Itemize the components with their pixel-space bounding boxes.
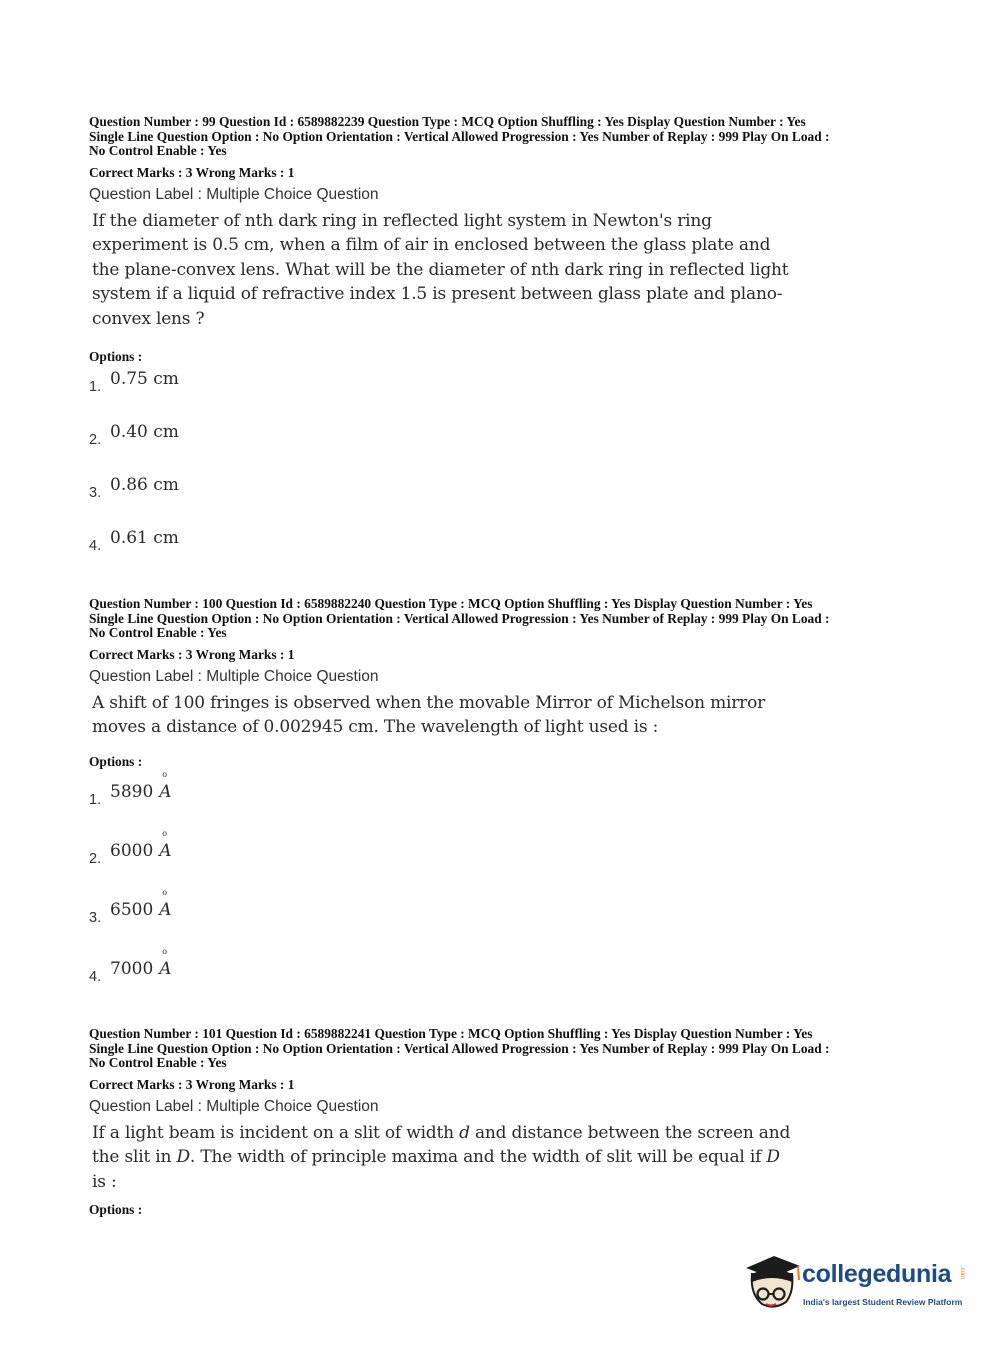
option-number: 2. [89, 850, 102, 867]
option-value: 0.75 cm [110, 369, 179, 390]
option-number: 3. [89, 485, 102, 502]
variable-D: D [176, 1147, 190, 1168]
question-meta-line: No Control Enable : Yes [89, 143, 227, 159]
option-value: 6500 [110, 899, 154, 920]
question-text-part: and distance between the screen and the slit in [92, 1122, 791, 1168]
option-value: 6000 [110, 840, 154, 861]
options-list [89, 782, 919, 1018]
question-text [92, 1121, 792, 1195]
question-label: Question Label : Multiple Choice Question [89, 1097, 379, 1115]
option-number: 4. [89, 538, 102, 555]
variable-D: D [766, 1147, 780, 1168]
question-text-part: is : [92, 1171, 117, 1192]
option-value: 0.40 cm [110, 422, 179, 443]
options-heading: Options : [89, 349, 143, 365]
question-meta-line: No Control Enable : Yes [89, 1055, 227, 1071]
option-value: 7000 [110, 958, 154, 979]
question-meta-line: Question Number : 100 Question Id : 6589882240 Question Type : MCQ Option Shuffling : Yes Display Question Number : Yes [89, 596, 813, 611]
option-value: 0.86 cm [110, 475, 179, 496]
option-number: 2. [89, 432, 102, 449]
marks-line: Correct Marks : 3 Wrong Marks : 1 [89, 164, 295, 180]
question-meta-line: Single Line Question Option : No Option Orientation : Vertical Allowed Progression : Yes Number of Replay : 999 Play On Load : [89, 1040, 830, 1056]
option-number: 1. [89, 791, 102, 808]
options-heading: Options : [89, 1202, 143, 1218]
question-100 [89, 597, 919, 1018]
option-number: 4. [89, 968, 102, 985]
angstrom-unit: o A [159, 782, 171, 802]
marks-line: Correct Marks : 3 Wrong Marks : 1 [89, 1076, 295, 1092]
variable-d: d [459, 1122, 470, 1143]
question-text: A shift of 100 fringes is observed when the movable Mirror of Michelson mirror moves a distance of 0.002945 cm. The wavelength of light used is : [92, 692, 766, 738]
question-101 [89, 1027, 919, 1218]
options-heading: Options : [89, 753, 143, 769]
question-meta-line: Single Line Question Option : No Option Orientation : Vertical Allowed Progression : Yes Number of Replay : 999 Play On Load : [89, 610, 830, 626]
option-2[interactable] [89, 422, 919, 475]
question-text-part: If a light beam is incident on a slit of width [92, 1122, 460, 1143]
mascot-icon [742, 1250, 802, 1320]
option-1[interactable] [89, 782, 919, 841]
option-4[interactable] [89, 959, 919, 1018]
option-4[interactable] [89, 528, 919, 581]
collegedunia-logo [742, 1250, 972, 1320]
question-meta-line: Question Number : 99 Question Id : 6589882239 Question Type : MCQ Option Shuffling : Yes Display Question Number : Yes [89, 114, 806, 129]
angstrom-unit: o A [159, 959, 171, 979]
option-2[interactable] [89, 841, 919, 900]
question-meta-line: Question Number : 101 Question Id : 6589882241 Question Type : MCQ Option Shuffling : Yes Display Question Number : Yes [89, 1026, 813, 1041]
question-label: Question Label : Multiple Choice Question [89, 185, 379, 203]
angstrom-unit: o A [159, 841, 171, 861]
marks-line: Correct Marks : 3 Wrong Marks : 1 [89, 646, 295, 662]
option-3[interactable] [89, 900, 919, 959]
option-value: 0.61 cm [110, 528, 179, 549]
angstrom-unit: o A [159, 900, 171, 920]
option-number: 1. [89, 379, 102, 396]
question-label: Question Label : Multiple Choice Question [89, 667, 379, 685]
option-3[interactable] [89, 475, 919, 528]
option-value: 5890 [110, 781, 154, 802]
logo-com: .com [959, 1266, 965, 1280]
question-meta-line: Single Line Question Option : No Option Orientation : Vertical Allowed Progression : Yes Number of Replay : 999 Play On Load : [89, 128, 830, 144]
question-text-part: . The width of principle maxima and the width of slit will be equal if [189, 1147, 767, 1168]
question-text: If the diameter of nth dark ring in reflected light system in Newton's ring experiment is 0.5 cm, when a film of air in enclosed between the glass plate and the plane-convex lens. What will be the diameter of nth dark ring in reflected light system if a liquid of refractive index 1.5 is present between glass plate and plano-convex lens ? [92, 210, 789, 329]
question-99 [89, 115, 919, 581]
logo-wordmark: collegedunia [802, 1260, 952, 1288]
question-meta-line: No Control Enable : Yes [89, 625, 227, 641]
option-number: 3. [89, 909, 102, 926]
option-1[interactable] [89, 369, 919, 422]
options-list [89, 369, 919, 581]
logo-tagline: India's largest Student Review Platform [803, 1297, 963, 1307]
